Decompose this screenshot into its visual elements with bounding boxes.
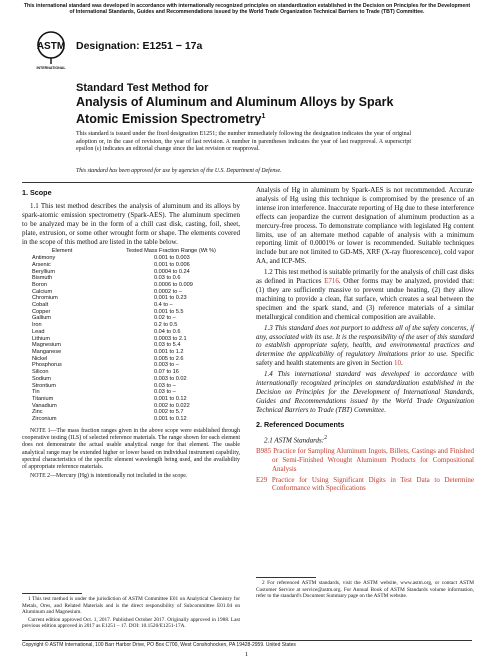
- element-name: Antimony: [32, 255, 56, 262]
- footnote-2: 2 For referenced ASTM standards, visit the ASTM website, www.astm.org, or contact ASTM Customer Service at service@astm.org. For Annual Book of ASTM Standards volume information, refer to the standard's Document Summary page on the ASTM website.: [256, 580, 474, 600]
- element-name: Vanadium: [32, 402, 57, 409]
- svg-text:ASTM: ASTM: [36, 41, 66, 52]
- element-range: 0.001 to 0.23: [154, 295, 187, 302]
- link-e716[interactable]: E716: [324, 277, 339, 286]
- reference-item: [256, 447, 474, 474]
- table-row: [22, 255, 240, 262]
- table-row: [22, 295, 240, 302]
- table-row: [22, 403, 240, 410]
- title-main: [76, 95, 406, 126]
- element-range: 0.03 to –: [154, 389, 176, 396]
- element-range: 0.03 to 0.6: [154, 275, 181, 282]
- table-row: [22, 349, 240, 356]
- footnote-divider-left: [22, 593, 82, 594]
- footnote-1: 1 This test method is under the jurisdiction of ASTM Committee E01 on Analytical Chemistry for Metals, Ores, and Related Materials and is the direct responsibility of Subcommittee E01.04 on Aluminum and Magnesium.: [22, 596, 240, 616]
- element-name: Sodium: [32, 375, 51, 382]
- references-list: [256, 447, 474, 494]
- designation: Designation: E1251 − 17a: [76, 40, 203, 52]
- notes: [22, 428, 240, 480]
- reference-title[interactable]: Practice for Using Significant Digits in Test Data to Determine Conformance with Specifications: [271, 475, 474, 493]
- link-section-10[interactable]: 10: [394, 359, 402, 368]
- element-name: Titanium: [32, 395, 54, 402]
- note-1: NOTE 1—The mass fraction ranges given in the above scope were established through cooperative testing (ILS) of selected reference materials. The range shown for each element does not demonstrate the actual usable analytical range for that element. The usable analytical range may be extended higher or lower based on individual instrument capability, spectral characteristics of the specific element wavelength being used, and the availability of appropriate reference materials.: [22, 427, 240, 471]
- table-row: [22, 369, 240, 376]
- element-name: Zirconium: [32, 416, 57, 423]
- table-row: [22, 376, 240, 383]
- reference-code[interactable]: E29: [256, 475, 268, 484]
- table-header-row: [22, 248, 240, 255]
- table-row: [22, 315, 240, 322]
- elements-body: [22, 255, 240, 423]
- element-range: 0.0006 to 0.009: [154, 281, 193, 288]
- element-range: 0.002 to 5.7: [154, 409, 184, 416]
- right-column: [256, 186, 474, 495]
- p2-1-text: 2.1 ASTM Standards:: [264, 435, 325, 444]
- element-name: Zinc: [32, 409, 43, 416]
- astm-logo: [36, 30, 66, 70]
- paragraph-1-1: 1.1 This test method describes the analysis of aluminum and its alloys by spark-atomic emission spectrometry (Spark-AES). The aluminum specimen to be analyzed may be in the form of a chill cast disk, casting, foil, sheet, plate, extrusion, or some other wrought form or shape. The elements covered in the scope of this method are listed in the table below.: [22, 201, 240, 246]
- referenced-documents-heading: 2. Referenced Documents: [256, 419, 345, 429]
- element-name: Nickel: [32, 355, 48, 362]
- element-range: 0.003 to 0.02: [154, 375, 187, 382]
- element-range: 0.005 to 2.6: [154, 355, 184, 362]
- footnote-right: [256, 580, 474, 601]
- title-footnote-ref[interactable]: 1: [261, 112, 266, 120]
- footnote-edition: Current edition approved Oct. 1, 2017. Published October 2017. Originally approved in 1988. Last previous edition approved in 2017 as E1251 – 17. DOI: 10.1520/E1251-17A.: [22, 616, 240, 630]
- note-2: NOTE 2—Mercury (Hg) is intentionally not included in the scope.: [30, 472, 188, 479]
- element-range: 0.04 to 0.6: [154, 328, 181, 335]
- header-range: Tested Mass Fraction Range (Wt %): [126, 248, 216, 255]
- p1-2-text-a: 1.2 This test method is suitable primarily for the analysis of chill cast disks as defined in Practices: [256, 268, 474, 286]
- top-notice: This international standard was developed in accordance with internationally recognized principles on standardization established in the Decision on Principles for the Development of International Standards, Guides and Recommendations issued by the World Trade Organization Technical Barriers to Trade (TBT) Committee.: [23, 3, 471, 16]
- paragraph-1-3: [256, 324, 474, 369]
- element-name: Calcium: [32, 288, 53, 295]
- table-row: [22, 309, 240, 316]
- element-range: 0.2 to 0.5: [154, 322, 178, 329]
- p1-3-text-a: 1.3 This standard does not purport to address all of the safety concerns, if any, associated with its use. It is the responsibility of the user of this standard to establish appropriate safety, health, and environmental practices and determine the applicability of regulatory limitations prior to use.: [256, 323, 474, 359]
- p1-2-text-b: . Other forms may be analyzed, provided that: (1) they are sufficiently massive to prevent undue heating, (2) they allow machining to provide a clean, flat surface, which creates a seal between the specimen and the spark stand, and (3) reference materials of a similar metallurgical condition and chemical composition are available.: [256, 277, 475, 321]
- paragraph-1-2: [256, 268, 474, 321]
- p2-1-footnote-ref[interactable]: 2: [324, 434, 328, 441]
- table-row: [22, 336, 240, 343]
- reference-item: [256, 476, 474, 494]
- p1-3-text-c: .: [401, 359, 403, 368]
- table-row: [22, 269, 240, 276]
- element-name: Manganese: [32, 348, 62, 355]
- scope-heading: 1. Scope: [22, 188, 52, 197]
- element-name: Phosphorus: [32, 362, 62, 369]
- element-name: Boron: [32, 281, 47, 288]
- p1-3-text-b: Specific safety and health statements are given in Section: [256, 350, 475, 368]
- page-number: 1: [244, 651, 249, 658]
- element-range: 0.03 to 5.4: [154, 342, 181, 349]
- element-name: Strontium: [32, 382, 56, 389]
- element-name: Tin: [32, 389, 40, 396]
- element-name: Copper: [32, 308, 51, 315]
- table-row: [22, 396, 240, 403]
- element-range: 0.002 to 0.022: [154, 402, 190, 409]
- element-range: 0.03 to –: [154, 382, 176, 389]
- header-element: Element: [51, 248, 73, 255]
- table-row: [22, 416, 240, 423]
- element-name: Arsenic: [32, 261, 51, 268]
- reference-title[interactable]: Practice for Sampling Aluminum Ingots, Billets, Castings and Finished or Semi-Finished Wrought Aluminum Products for Compositional Analysis: [272, 446, 474, 473]
- table-row: [22, 409, 240, 416]
- table-row: [22, 289, 240, 296]
- element-name: Silicon: [32, 369, 49, 376]
- table-row: [22, 302, 240, 309]
- element-range: 0.02 to –: [154, 315, 176, 322]
- element-range: 0.001 to 0.006: [154, 261, 190, 268]
- hg-paragraph: Analysis of Hg in aluminum by Spark-AES is not recommended. Accurate analysis of Hg using this technique is compromised by the presence of an intense iron interference. Inaccurate reporting of Hg due to these interference effects can jeopardize the current designation of aluminum production as a mercury-free process. To demonstrate compliance with legislated Hg content limits, use of an alternate method capable of analysis with a minimum reporting limit of 0.0001% or lower is recommended. Suitable techniques include but are not limited to GD-MS, XRF (X-ray fluorescence), cold vapor AA, and ICP-MS.: [256, 186, 474, 266]
- table-row: [22, 275, 240, 282]
- element-range: 0.001 to 0.12: [154, 416, 187, 423]
- footer-divider: [22, 640, 472, 641]
- title-text: Analysis of Aluminum and Aluminum Alloys by Spark Atomic Emission Spectrometry: [76, 95, 394, 126]
- element-name: Chromium: [32, 295, 58, 302]
- element-range: 0.0003 to 2.1: [154, 335, 187, 342]
- copyright-line: Copyright © ASTM International, 100 Barr Harbor Drive, PO Box C700, West Conshohocken, PA 19428-2959. United States: [22, 642, 296, 648]
- intro-paragraph: This standard is issued under the fixed designation E1251; the number immediately following the designation indicates the year of original adoption or, in the case of revision, the year of last revision. A number in parentheses indicates the year of last reapproval. A superscript epsilon (ε) indicates an editorial change since the last revision or reapproval.: [76, 131, 411, 153]
- elements-table: [22, 248, 240, 422]
- reference-code[interactable]: B985: [256, 446, 272, 455]
- element-range: 0.001 to 5.5: [154, 308, 184, 315]
- header-divider: [22, 182, 472, 183]
- element-range: 0.003 to –: [154, 362, 179, 369]
- element-range: 0.001 to 1.2: [154, 348, 184, 355]
- table-row: [22, 389, 240, 396]
- approval-statement: This standard has been approved for use by agencies of the U.S. Department of Defense.: [76, 168, 282, 174]
- table-row: [22, 262, 240, 269]
- element-name: Magnesium: [32, 342, 61, 349]
- element-name: Iron: [32, 322, 42, 329]
- paragraph-1-4: 1.4 This international standard was developed in accordance with internationally recognized principles on standardization established in the Decision on Principles for the Development of International Standards, Guides and Recommendations issued by the World Trade Organization Technical Barriers to Trade (TBT) Committee.: [256, 370, 474, 414]
- element-range: 0.001 to 0.12: [154, 395, 187, 402]
- table-row: [22, 356, 240, 363]
- element-name: Bismuth: [32, 275, 53, 282]
- table-row: [22, 322, 240, 329]
- element-range: 0.4 to –: [154, 302, 173, 309]
- footnote-divider-right: [256, 577, 316, 578]
- title-block: [76, 82, 406, 126]
- element-name: Cobalt: [32, 302, 49, 309]
- title-kind: Standard Test Method for: [76, 82, 209, 94]
- paragraph-2-1: [256, 434, 474, 445]
- element-range: 0.0004 to 0.24: [154, 268, 190, 275]
- table-row: [22, 329, 240, 336]
- element-name: Beryllium: [32, 268, 56, 275]
- table-row: [22, 383, 240, 390]
- table-row: [22, 342, 240, 349]
- element-range: 0.07 to 16: [154, 369, 179, 376]
- element-name: Lead: [32, 328, 45, 335]
- table-row: [22, 362, 240, 369]
- footnote-left: [22, 596, 240, 631]
- left-column: [22, 186, 240, 481]
- table-row: [22, 282, 240, 289]
- element-name: Lithium: [32, 335, 51, 342]
- svg-text:INTERNATIONAL: INTERNATIONAL: [36, 66, 66, 70]
- element-name: Gallium: [32, 315, 51, 322]
- element-range: 0.001 to 0.003: [154, 255, 190, 262]
- element-range: 0.0002 to –: [154, 288, 182, 295]
